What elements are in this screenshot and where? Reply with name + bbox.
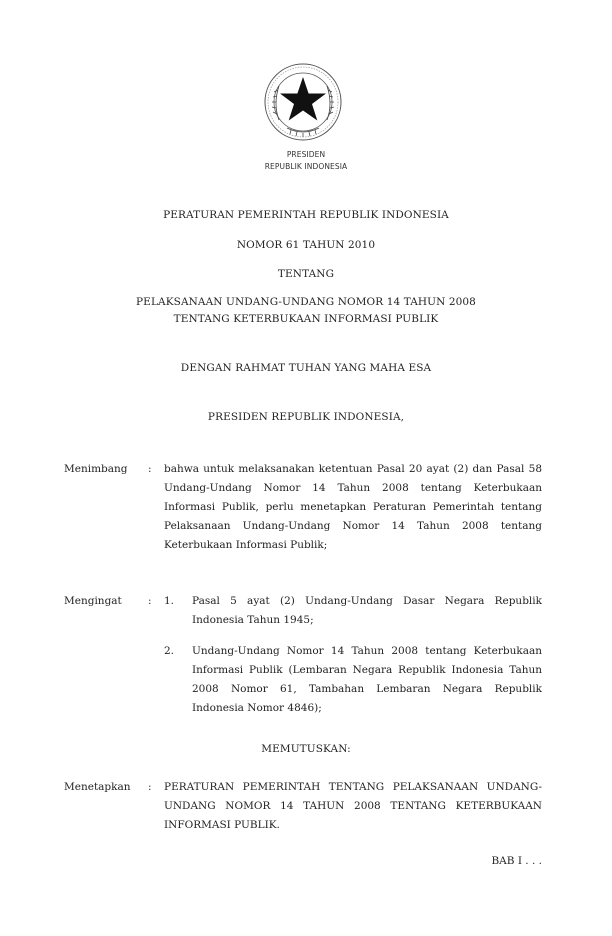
- menimbang-text: bahwa untuk melaksanakan ketentuan Pasal 20 ayat (2) dan Pasal 58 Undang-Undang Nomor 14 Tahun 2008 tentang Keterbukaan Informasi Publik, perlu menetapkan Peraturan Pemerintah tentang Pelaksanaan Undang-Undang Nomor 14 Tahun 2008 tentang Keterbukaan Informasi Publik;: [164, 463, 542, 551]
- mengingat-label: Mengingat: [64, 595, 122, 607]
- regulation-subject-line2: TENTANG KETERBUKAAN INFORMASI PUBLIK: [173, 313, 439, 325]
- seal-caption-president: PRESIDEN: [286, 150, 326, 159]
- mengingat-item-number: 1.: [164, 595, 175, 607]
- menetapkan-text: PERATURAN PEMERINTAH TENTANG PELAKSANAAN UNDANG-UNDANG NOMOR 14 TAHUN 2008 TENTANG KETERBUKAAN INFORMASI PUBLIK.: [164, 781, 542, 831]
- menetapkan-colon: :: [148, 781, 152, 793]
- menimbang-label: Menimbang: [64, 463, 128, 475]
- page-continuation: BAB I . . .: [491, 855, 542, 867]
- seal-caption-republic: REPUBLIK INDONESIA: [264, 162, 348, 171]
- mengingat-item-number: 2.: [164, 645, 175, 657]
- mengingat-item-text: Pasal 5 ayat (2) Undang-Undang Dasar Negara Republik Indonesia Tahun 1945;: [192, 595, 542, 626]
- president-heading: PRESIDEN REPUBLIK INDONESIA,: [207, 411, 405, 423]
- menetapkan-label: Menetapkan: [64, 781, 131, 793]
- garuda-star-seal-icon: [263, 62, 343, 142]
- mengingat-item-text: Undang-Undang Nomor 14 Tahun 2008 tentang Keterbukaan Informasi Publik (Lembaran Negara Republik Indonesia Tahun 2008 Nomor 61, Tambahan Lembaran Negara Republik Indonesia Nomor 4846);: [192, 645, 542, 714]
- menimbang-colon: :: [148, 463, 152, 475]
- mengingat-colon: :: [148, 595, 152, 607]
- regulation-number: NOMOR 61 TAHUN 2010: [236, 239, 376, 251]
- regulation-title: PERATURAN PEMERINTAH REPUBLIK INDONESIA: [163, 209, 449, 221]
- memutuskan-heading: MEMUTUSKAN:: [261, 743, 351, 755]
- regulation-subject-line1: PELAKSANAAN UNDANG-UNDANG NOMOR 14 TAHUN 2008: [136, 296, 476, 308]
- regulation-about: TENTANG: [277, 268, 335, 280]
- blessing-text: DENGAN RAHMAT TUHAN YANG MAHA ESA: [180, 362, 432, 374]
